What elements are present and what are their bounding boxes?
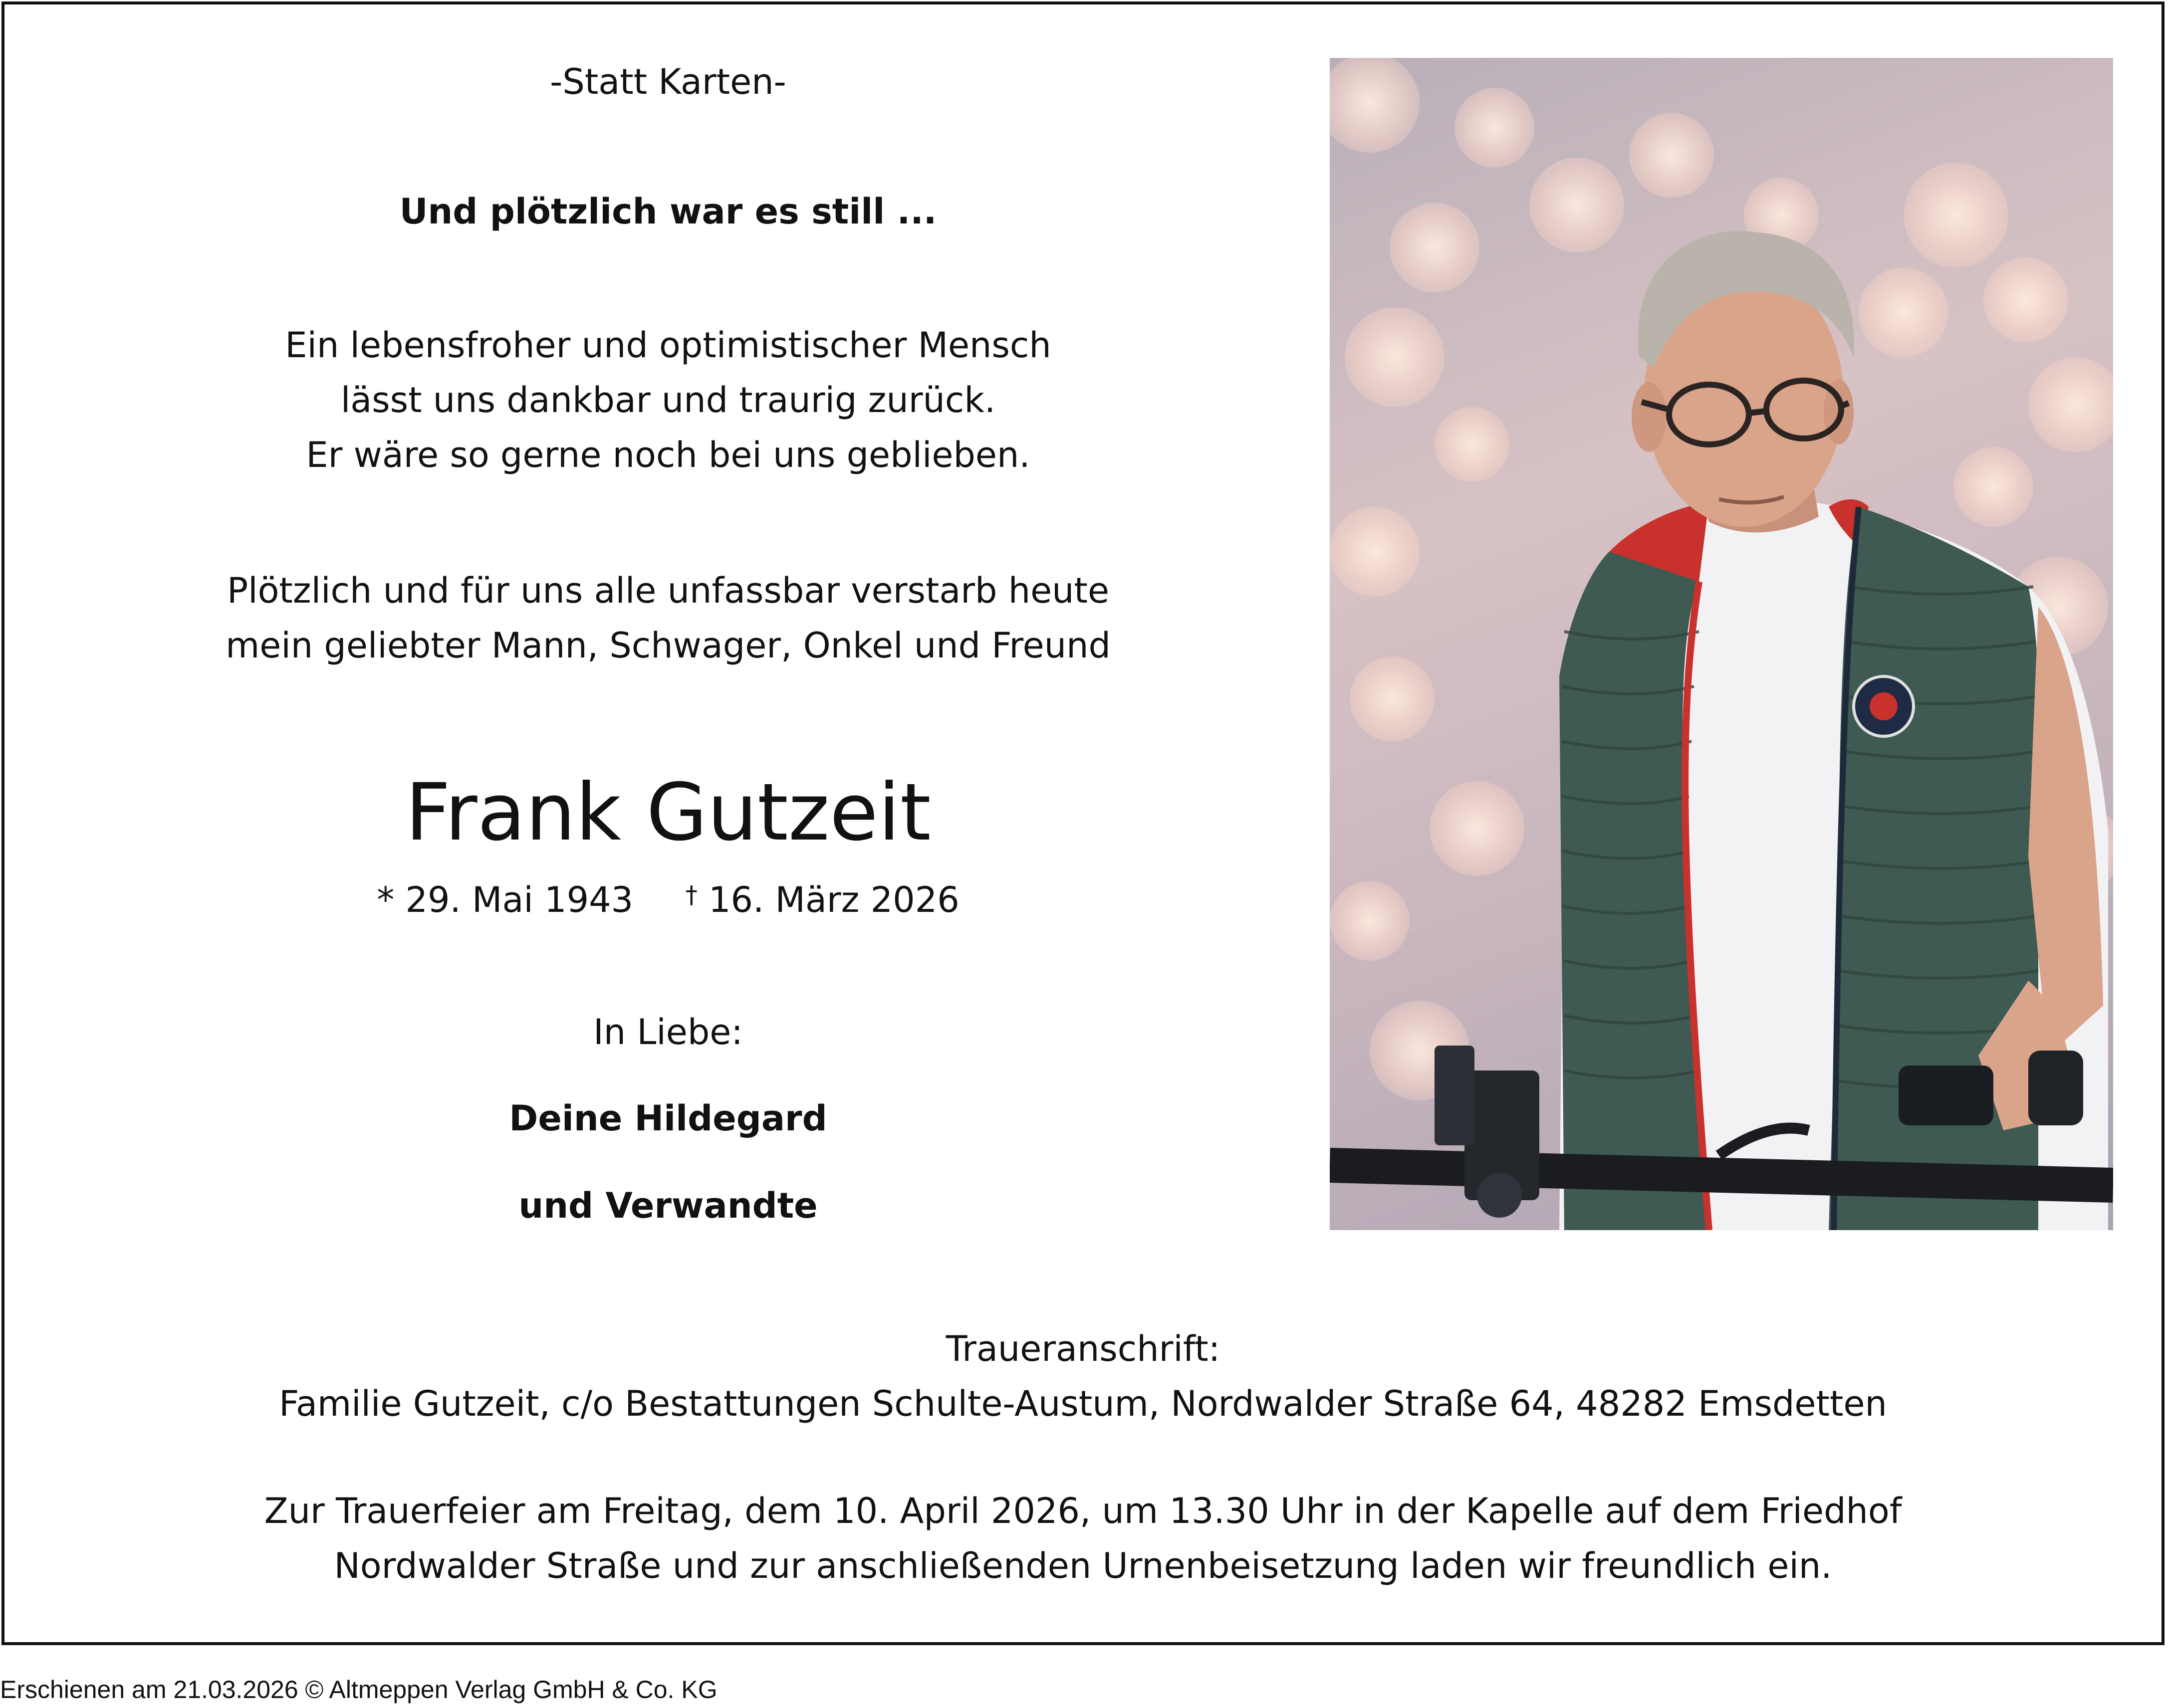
- intro-line-1: Ein lebensfroher und optimistischer Mensch: [285, 325, 1051, 366]
- death-line-1: Plötzlich und für uns alle unfassbar verstarb heute: [227, 570, 1110, 611]
- publication-credit: Erschienen am 21.03.2026 © Altmeppen Verlag GmbH & Co. KG: [0, 1676, 718, 1704]
- headline: Und plötzlich war es still ...: [399, 191, 937, 232]
- in-liebe: In Liebe:: [593, 1012, 743, 1053]
- statt-karten: -Statt Karten-: [550, 61, 786, 102]
- intro-line-3: Er wäre so gerne noch bei uns geblieben.: [306, 434, 1030, 475]
- address-label: Traueranschrift:: [946, 1328, 1220, 1369]
- mourner-relatives: und Verwandte: [518, 1185, 818, 1226]
- life-dates: [169, 867, 1167, 927]
- mourner-hildegard: Deine Hildegard: [509, 1098, 827, 1139]
- person-illustration: [1330, 58, 2113, 1230]
- portrait-photo: [1330, 58, 2113, 1230]
- ceremony-line-1: Zur Trauerfeier am Freitag, dem 10. April 2026, um 13.30 Uhr in der Kapelle auf dem Friedhof: [264, 1491, 1902, 1531]
- obituary-card: [1, 1, 2165, 1645]
- ceremony-line-2: Nordwalder Straße und zur anschließenden Urnenbeisetzung laden wir freundlich ein.: [334, 1545, 1832, 1586]
- birth-date: * 29. Mai 1943: [377, 879, 634, 920]
- cross-symbol: †: [685, 881, 698, 909]
- address-line: Familie Gutzeit, c/o Bestattungen Schulte-Austum, Nordwalder Straße 64, 48282 Emsdetten: [279, 1383, 1887, 1424]
- death-line-2: mein geliebter Mann, Schwager, Onkel und Freund: [226, 625, 1111, 666]
- intro-line-2: lässt uns dankbar und traurig zurück.: [340, 380, 996, 421]
- death-date: 16. März 2026: [708, 879, 960, 920]
- deceased-name: Frank Gutzeit: [405, 767, 931, 858]
